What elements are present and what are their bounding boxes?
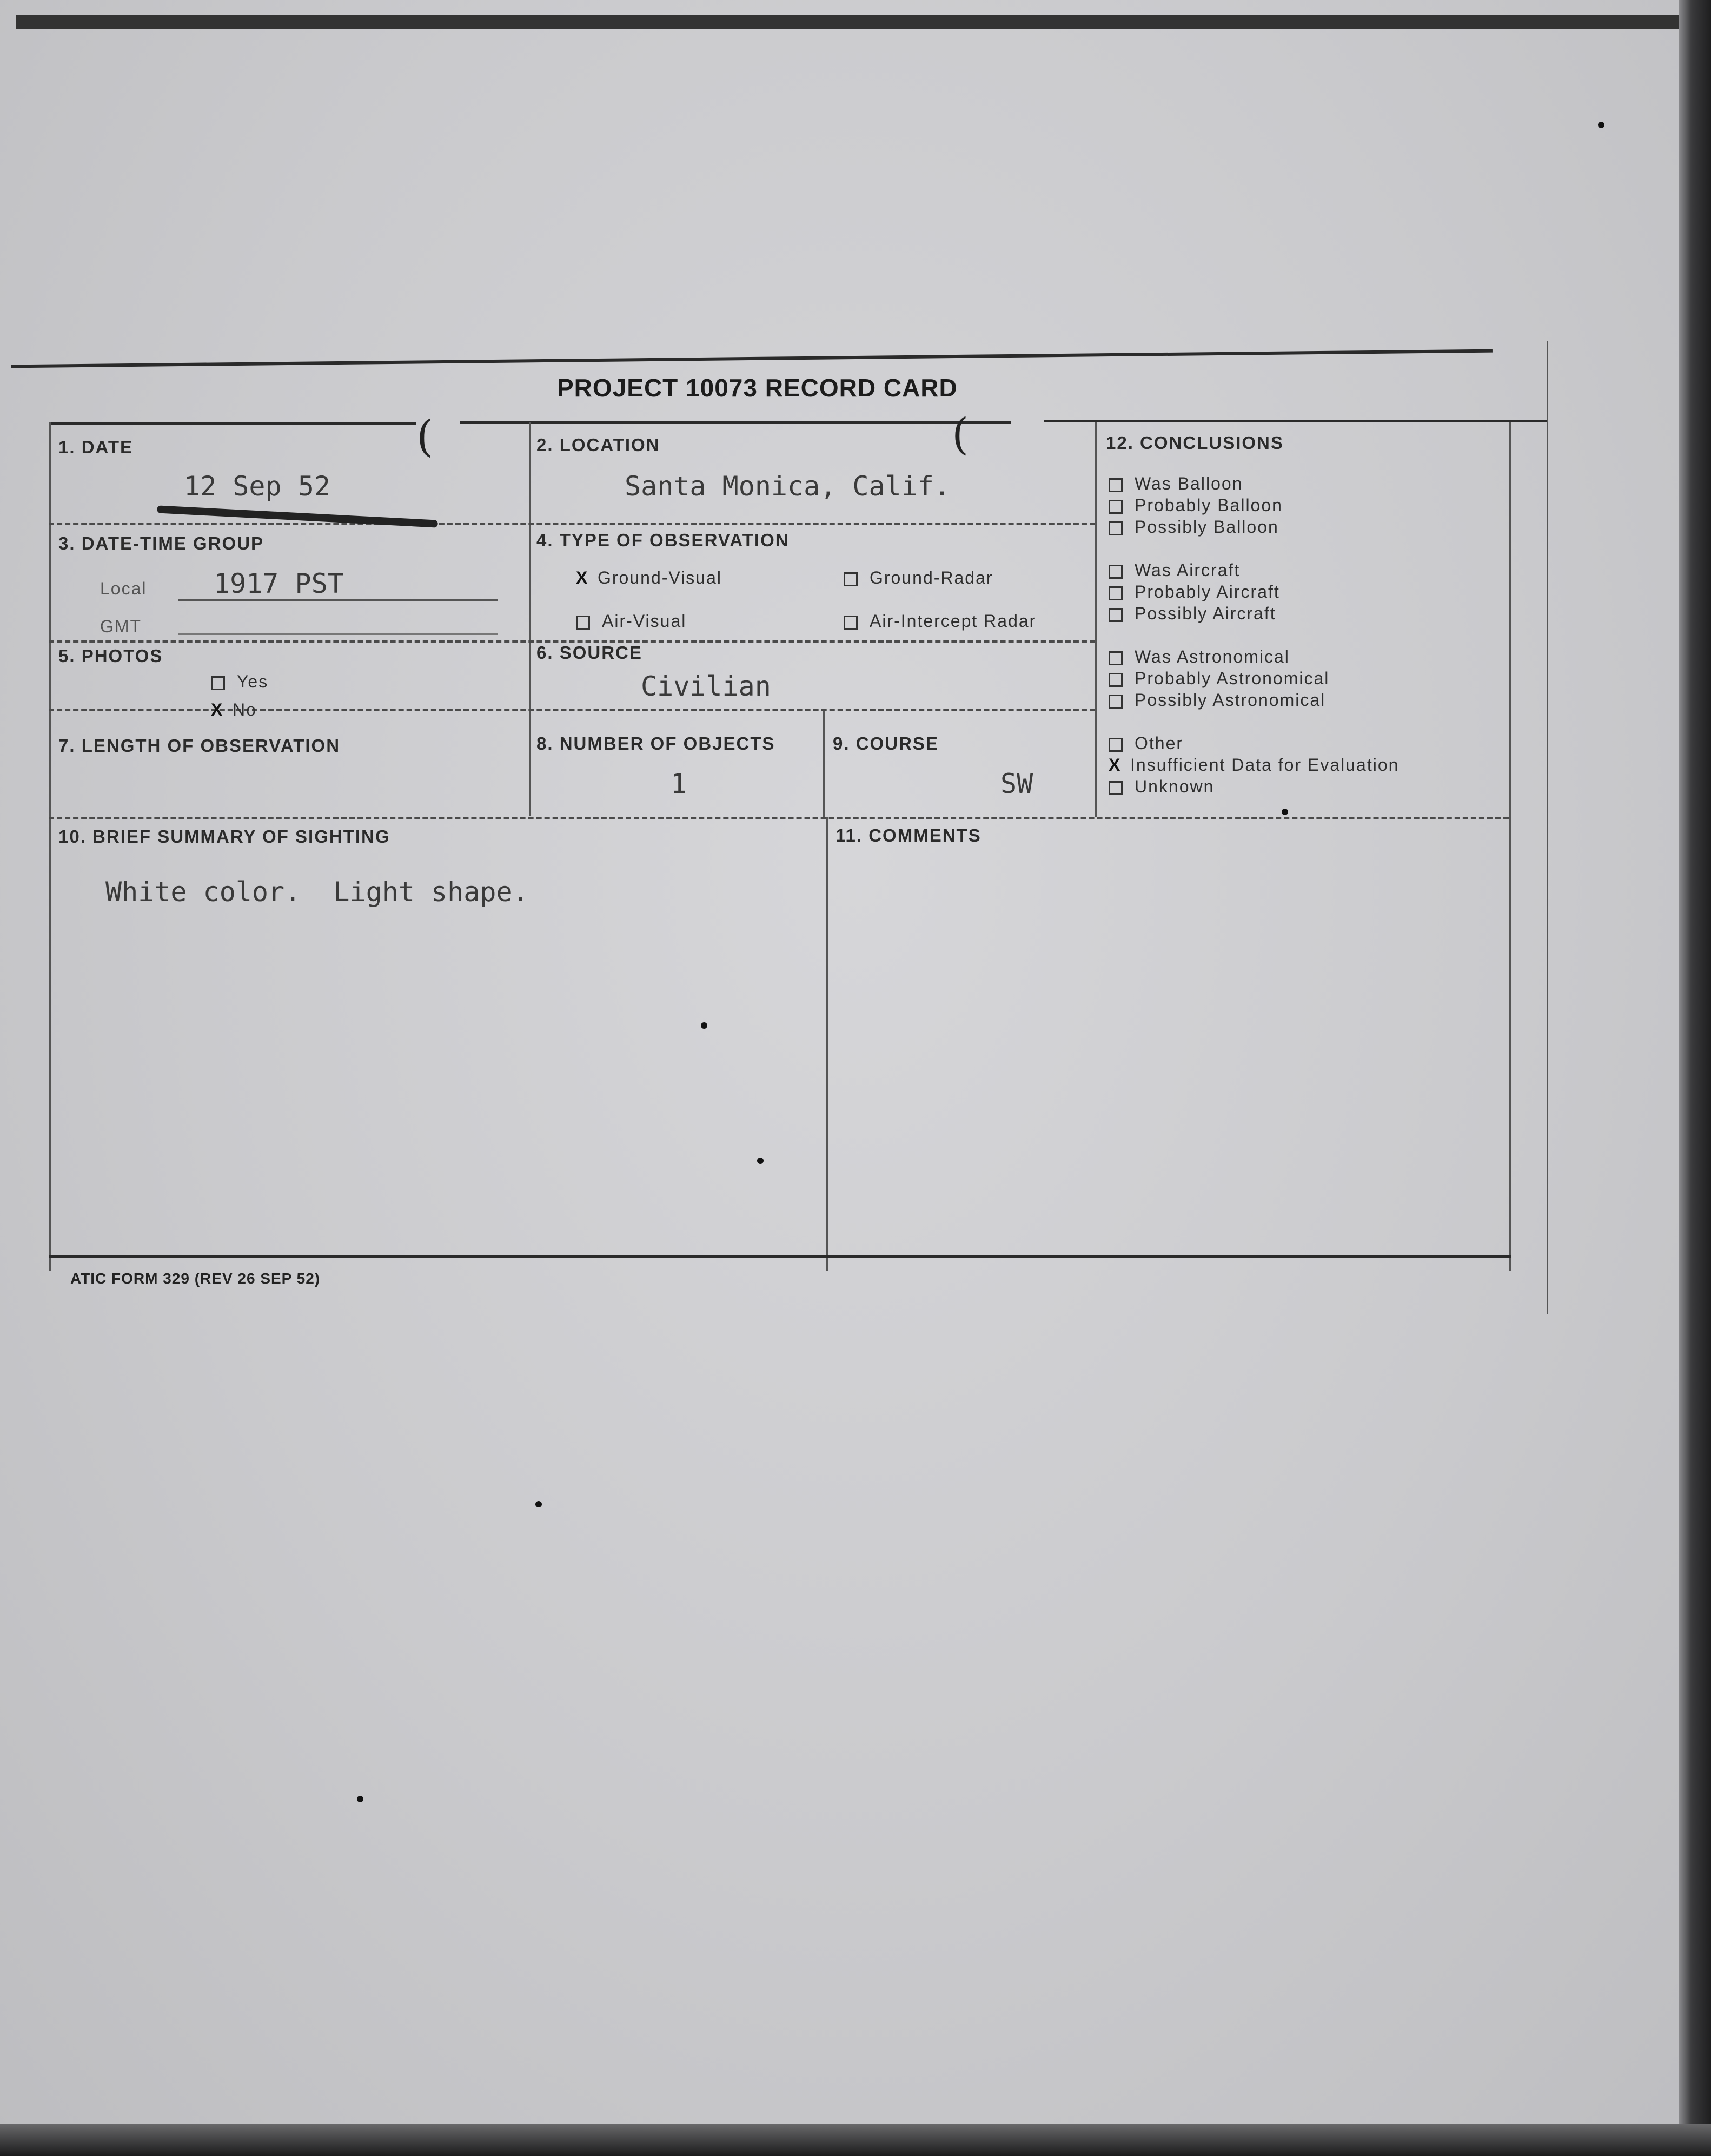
checkbox	[1109, 500, 1123, 514]
location-label: 2. LOCATION	[536, 435, 660, 455]
divider-v3	[1095, 422, 1097, 817]
card-line	[1044, 420, 1547, 422]
card-outer-right	[1547, 341, 1548, 1314]
num-objects-label: 8. NUMBER OF OBJECTS	[536, 733, 775, 753]
conclusion-possibly-balloon[interactable]: Possibly Balloon	[1109, 517, 1279, 537]
scan-speck	[701, 1022, 707, 1029]
photos-no[interactable]: X No	[211, 700, 257, 719]
scan-edge-bottom	[0, 2124, 1711, 2156]
check-mark: X	[1109, 755, 1122, 775]
conclusion-insufficient-data[interactable]: X Insufficient Data for Evaluation	[1109, 755, 1400, 775]
course-value: SW	[1000, 768, 1033, 799]
check-mark: X	[576, 568, 589, 587]
dtg-label: 3. DATE-TIME GROUP	[58, 533, 264, 553]
scan-speck	[1282, 809, 1288, 815]
conclusion-was-balloon[interactable]: Was Balloon	[1109, 474, 1243, 494]
date-value: 12 Sep 52	[184, 471, 330, 502]
conclusion-unknown[interactable]: Unknown	[1109, 777, 1214, 797]
row-divider	[49, 709, 1095, 711]
checkbox	[844, 572, 858, 586]
conclusion-was-aircraft[interactable]: Was Aircraft	[1109, 560, 1240, 580]
scan-speck	[535, 1501, 542, 1507]
divider-v4	[826, 817, 828, 1271]
row-divider	[49, 523, 1095, 525]
dtg-value: 1917 PST	[214, 568, 344, 599]
conclusion-probably-aircraft[interactable]: Probably Aircraft	[1109, 582, 1280, 602]
dtg-gmt-prefix: GMT	[100, 617, 142, 636]
checkbox	[1109, 608, 1123, 622]
card-right-border	[1509, 422, 1511, 1271]
length-label: 7. LENGTH OF OBSERVATION	[58, 736, 341, 756]
bracket-mark: (	[952, 409, 969, 459]
checkbox	[1109, 695, 1123, 709]
card-bottom-border	[49, 1255, 1511, 1258]
conclusion-possibly-astronomical[interactable]: Possibly Astronomical	[1109, 690, 1325, 710]
type-obs-label: 4. TYPE OF OBSERVATION	[536, 530, 790, 550]
card-left-border	[49, 422, 51, 1271]
location-value: Santa Monica, Calif.	[625, 471, 951, 502]
conclusion-other[interactable]: Other	[1109, 733, 1183, 753]
summary-label: 10. BRIEF SUMMARY OF SIGHTING	[58, 826, 390, 846]
conclusion-probably-balloon[interactable]: Probably Balloon	[1109, 495, 1283, 515]
dtg-local-prefix: Local	[100, 579, 147, 598]
record-card	[49, 341, 1514, 1287]
scan-speck	[357, 1796, 363, 1802]
type-obs-ground-radar[interactable]: Ground-Radar	[844, 568, 993, 588]
gmt-underline	[178, 633, 498, 635]
conclusion-possibly-aircraft[interactable]: Possibly Aircraft	[1109, 604, 1276, 624]
date-label: 1. DATE	[58, 437, 134, 457]
checkbox	[1109, 781, 1123, 795]
checkbox	[1109, 586, 1123, 600]
card-title: PROJECT 10073 RECORD CARD	[557, 374, 958, 402]
course-label: 9. COURSE	[833, 733, 939, 753]
conclusion-probably-astronomical[interactable]: Probably Astronomical	[1109, 669, 1329, 689]
card-line	[460, 421, 1011, 424]
photos-label: 5. PHOTOS	[58, 646, 163, 666]
checkbox	[576, 616, 590, 630]
conclusion-was-astronomical[interactable]: Was Astronomical	[1109, 647, 1290, 667]
row-divider	[49, 817, 1509, 819]
checkbox	[844, 616, 858, 630]
type-obs-ground-visual[interactable]: X Ground-Visual	[576, 568, 722, 587]
scan-speck	[757, 1158, 764, 1164]
card-top-border	[11, 349, 1493, 368]
checkbox	[1109, 673, 1123, 687]
scan-edge-right	[1679, 0, 1711, 2156]
check-mark: X	[211, 700, 224, 719]
summary-value: White color. Light shape.	[105, 876, 529, 908]
type-obs-air-visual[interactable]: Air-Visual	[576, 611, 686, 631]
num-objects-value: 1	[671, 768, 687, 799]
photos-yes[interactable]: Yes	[211, 672, 268, 692]
divider-v2	[823, 709, 825, 817]
conclusions-label: 12. CONCLUSIONS	[1106, 433, 1284, 453]
source-value: Civilian	[641, 671, 771, 702]
card-line	[49, 422, 416, 425]
type-obs-air-intercept-radar[interactable]: Air-Intercept Radar	[844, 611, 1036, 631]
checkbox	[211, 676, 225, 690]
checkbox	[1109, 565, 1123, 579]
scan-edge-top	[16, 15, 1693, 29]
divider-v1	[529, 422, 531, 816]
bracket-mark: (	[416, 411, 434, 461]
scan-speck	[1598, 122, 1604, 128]
form-footer: ATIC FORM 329 (REV 26 SEP 52)	[70, 1270, 321, 1287]
source-label: 6. SOURCE	[536, 643, 642, 663]
dtg-underline	[178, 599, 498, 601]
checkbox	[1109, 478, 1123, 492]
comments-label: 11. COMMENTS	[835, 825, 981, 845]
checkbox	[1109, 738, 1123, 752]
checkbox	[1109, 521, 1123, 535]
checkbox	[1109, 651, 1123, 665]
